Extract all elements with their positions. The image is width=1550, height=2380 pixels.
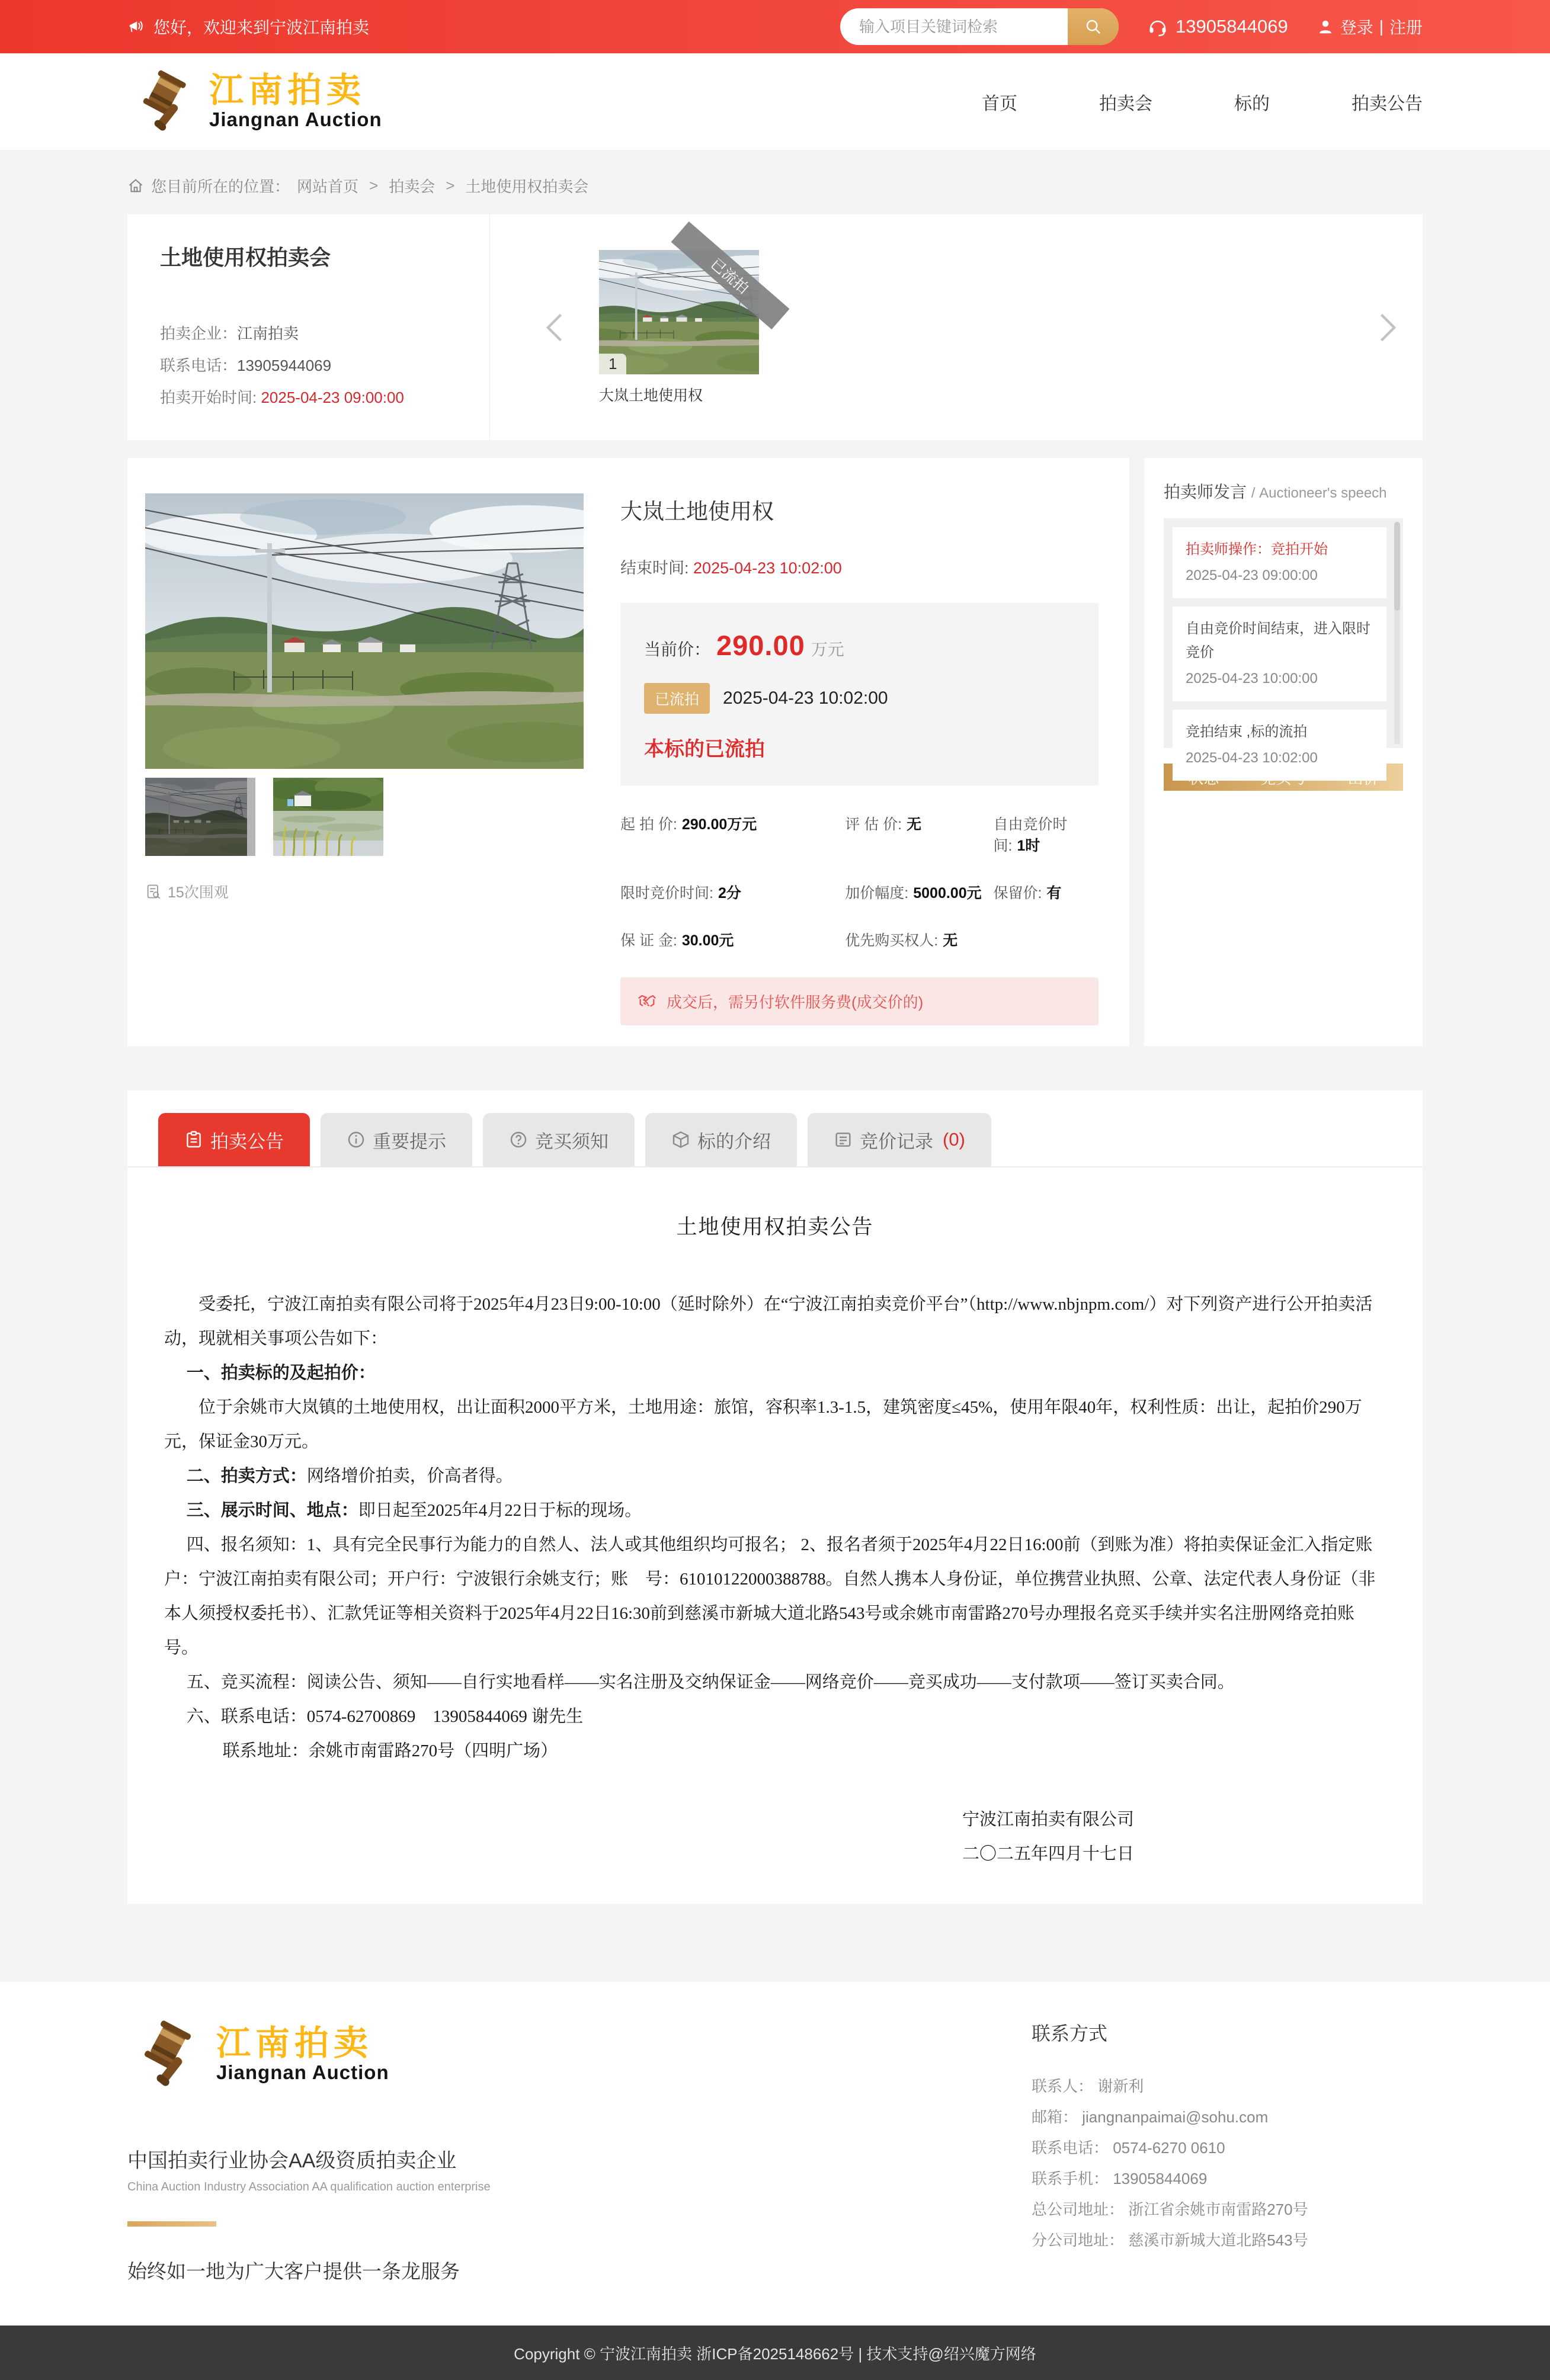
auction-title: 土地使用权拍卖会 (160, 245, 331, 270)
auction-phone-row: 联系电话：13905944069 (160, 357, 332, 374)
service-fee-notice: 成交后，需另付软件服务费(成交价的) (620, 977, 1099, 1025)
site-footer (0, 1982, 1550, 2326)
footer-contact-title: 联系方式 (1032, 2023, 1108, 2044)
footer-logo-en: Jiangnan Auction (216, 2061, 389, 2083)
current-price-value: 290.00 (716, 630, 805, 661)
signature-date: 二〇二五年四月十七日 (962, 1845, 1134, 1863)
lot-carousel (490, 214, 1423, 440)
auth-links (1317, 15, 1423, 39)
gavel-logo-icon (127, 69, 197, 135)
tab-announcement[interactable]: 拍卖公告 (158, 1113, 310, 1166)
views-icon (145, 883, 162, 900)
auth-divider: | (1379, 17, 1384, 36)
handshake-icon (637, 992, 657, 1012)
gavel-logo-icon (127, 2019, 203, 2091)
register-link[interactable]: 注册 (1389, 18, 1423, 37)
breadcrumb (127, 175, 1423, 197)
question-circle-icon (509, 1130, 528, 1149)
lot-fields-grid (620, 813, 1099, 950)
field-free-bid-time: 自由竞价时间: 1时 (993, 816, 1068, 854)
copyright-text: Copyright © 宁波江南拍卖 浙ICP备2025148662号 | 技术支持@绍兴魔方网络 (514, 2344, 1036, 2363)
announcement-content (127, 1167, 1423, 1871)
current-price-unit: 万元 (811, 640, 844, 659)
speech-entry: 拍卖师操作：竞拍开始 2025-04-23 09:00:00 (1173, 527, 1386, 598)
tab-lot-introduction[interactable]: 标的介绍 (645, 1113, 797, 1166)
footer-logo-cn: 江南拍卖 (216, 2024, 373, 2063)
auction-company-row: 拍卖企业：江南拍卖 (160, 325, 299, 342)
footer-phone: 联系电话： 0574-6270 0610 (1032, 2139, 1225, 2157)
search-box (840, 8, 1119, 45)
gallery-thumb-2[interactable] (273, 778, 383, 856)
search-button[interactable] (1068, 8, 1119, 45)
footer-contact-person: 联系人： 谢新利 (1032, 2077, 1144, 2095)
home-icon (127, 178, 144, 194)
lot-title: 大岚土地使用权 (620, 499, 774, 524)
status-note: 本标的已流拍 (644, 738, 765, 761)
view-count: 15次围观 (145, 881, 584, 902)
breadcrumb-auction[interactable]: 拍卖会 (389, 178, 435, 195)
passed-in-ribbon: 已流拍 (671, 221, 790, 329)
lot-main-photo (145, 493, 584, 769)
gallery-thumb-1[interactable] (145, 778, 255, 856)
announcement-section-5: 五、竞买流程：阅读公告、须知——自行实地看样——实名注册及交纳保证金——网络竞价——竞买成功——支付款项——签订买卖合同。 (186, 1673, 1235, 1692)
greeting-text: 您好，欢迎来到宁波江南拍卖 (153, 18, 370, 37)
user-icon (1317, 18, 1334, 36)
footer-logo (127, 2019, 838, 2091)
speech-entry: 自由竞价时间结束，进入限时竞价 2025-04-23 10:00:00 (1173, 607, 1386, 701)
announcement-signature (164, 1802, 1386, 1871)
lot-caption: 大岚土地使用权 (599, 387, 703, 404)
topbar (0, 0, 1550, 53)
signature-company: 宁波江南拍卖有限公司 (962, 1810, 1134, 1829)
announcement-paragraph: 受委托，宁波江南拍卖有限公司将于2025年4月23日9:00-10:00（延时除外）在“宁波江南拍卖竞价平台”（http://www.nbjnpm.com/）对下列资产进行公开拍卖活动，现就相关事项公告如下： (164, 1295, 1373, 1348)
clipboard-icon (184, 1130, 203, 1149)
carousel-lot-item[interactable] (599, 250, 759, 405)
login-link[interactable]: 登录 (1340, 18, 1373, 37)
announcement-section-6: 六、联系电话：0574-62700869 13905844069 谢先生 (186, 1707, 584, 1726)
copyright-bar (0, 2326, 1550, 2380)
current-price-label: 当前价： (644, 640, 711, 659)
breadcrumb-separator: > (446, 177, 455, 194)
status-badge: 已流拍 (644, 683, 710, 714)
carousel-next-icon[interactable] (1378, 312, 1399, 343)
info-circle-icon (347, 1130, 366, 1149)
breadcrumb-separator: > (369, 177, 379, 194)
nav-announcements[interactable]: 拍卖公告 (1352, 94, 1423, 114)
main-nav (982, 89, 1423, 115)
carousel-prev-icon[interactable] (543, 312, 565, 343)
end-time-row: 结束时间: 2025-04-23 10:02:00 (620, 559, 842, 577)
auctioneer-panel-title: 拍卖师发言 / Auctioneer's speech (1164, 483, 1387, 501)
megaphone-icon (127, 18, 145, 36)
footer-mobile: 联系手机： 13905844069 (1032, 2170, 1208, 2187)
footer-branch-address: 分公司地址： 慈溪市新城大道北路543号 (1032, 2231, 1308, 2249)
announcement-title: 土地使用权拍卖公告 (676, 1215, 874, 1239)
field-preemptive: 优先购买权人: 无 (845, 932, 958, 949)
auctioneer-panel (1144, 458, 1423, 1046)
field-reserve: 保留价: 有 (993, 885, 1062, 902)
footer-divider (127, 2221, 216, 2227)
footer-association: 中国拍卖行业协会AA级资质拍卖企业 (127, 2150, 457, 2172)
speech-entry: 竞拍结束 ,标的流拍 2025-04-23 10:02:00 (1173, 710, 1386, 781)
speech-list (1164, 518, 1403, 766)
tab-important-notes[interactable]: 重要提示 (321, 1113, 472, 1166)
lot-info-tabs-card (127, 1090, 1423, 1904)
footer-association-en: China Auction Industry Association AA qualification auction enterprise (127, 2180, 491, 2193)
footer-hq-address: 总公司地址： 浙江省余姚市南雷路270号 (1032, 2201, 1308, 2218)
field-start-price: 起 拍 价: 290.00万元 (620, 816, 757, 833)
site-header (0, 53, 1550, 150)
cube-icon (671, 1130, 690, 1149)
field-limited-bid-time: 限时竞价时间: 2分 (620, 885, 741, 902)
breadcrumb-prefix: 您目前所在的位置： (151, 178, 290, 195)
site-logo[interactable] (127, 69, 382, 135)
breadcrumb-home[interactable]: 网站首页 (297, 178, 359, 195)
price-box (620, 603, 1099, 785)
list-icon (834, 1130, 853, 1149)
speech-scrollbar-thumb[interactable] (1394, 522, 1400, 611)
nav-home[interactable]: 首页 (982, 94, 1017, 114)
nav-lots[interactable]: 标的 (1234, 94, 1270, 114)
logo-en: Jiangnan Auction (209, 108, 382, 130)
field-increment: 加价幅度: 5000.00元 (845, 885, 982, 902)
tab-bidding-instructions[interactable]: 竞买须知 (483, 1113, 635, 1166)
announcement-section-1-head: 一、拍卖标的及起拍价： (186, 1364, 376, 1383)
field-deposit: 保 证 金: 30.00元 (620, 932, 734, 949)
announcement-section-4: 四、报名须知：1、具有完全民事行为能力的自然人、法人或其他组织均可报名； 2、报名者须于2025年4月22日16:00前（到账为准）将拍卖保证金汇入指定账户：宁波江南拍卖有限公司；开户行：宁波银行余姚支行；账 号：61010122000388788。自然人携本人身份证，单位携营业执照、公章、法定代表人身份证（非本人须授权委托书）、汇款凭证等相关资料于2025年4月22日16:30前到慈溪市新城大道北路543号或余姚市南雷路270号办理报名竞买手续并实名注册网络竞拍账号。 (164, 1535, 1376, 1657)
field-appraisal: 评 估 价: 无 (845, 816, 922, 833)
service-phone (1147, 16, 1288, 37)
service-phone-number: 13905844069 (1176, 16, 1288, 37)
bid-records-count: (0) (943, 1129, 965, 1150)
auction-session-card (127, 214, 1423, 440)
announcement-section-1-body: 位于余姚市大岚镇的土地使用权，出让面积2000平方米，土地用途：旅馆，容积率1.3-1.5，建筑密度≤45%，使用年限40年，权利性质：出让，起拍价290万元，保证金30万元。 (164, 1398, 1362, 1451)
nav-auctions[interactable]: 拍卖会 (1099, 94, 1152, 114)
lot-number-badge: 1 (599, 354, 626, 374)
footer-slogan: 始终如一地为广大客户提供一条龙服务 (127, 2260, 460, 2282)
headset-icon (1147, 16, 1168, 37)
tab-row (127, 1090, 1423, 1167)
search-icon (1084, 18, 1102, 36)
tab-bid-records[interactable]: 竞价记录 (0) (808, 1113, 991, 1166)
announcement-section-2: 二、拍卖方式：网络增价拍卖，价高者得。 (186, 1467, 513, 1486)
footer-email: 邮箱： jiangnanpaimai@sohu.com (1032, 2108, 1269, 2126)
lot-detail-card (127, 458, 1129, 1046)
auction-start-row: 拍卖开始时间: 2025-04-23 09:00:00 (160, 389, 404, 406)
logo-cn: 江南拍卖 (209, 70, 366, 110)
status-time: 2025-04-23 10:02:00 (723, 688, 888, 708)
welcome-message (127, 15, 369, 39)
announcement-address: 联系地址：余姚市南雷路270号（四明广场） (222, 1741, 558, 1760)
breadcrumb-current: 土地使用权拍卖会 (465, 178, 589, 195)
announcement-section-3: 三、展示时间、地点：即日起至2025年4月22日于标的现场。 (186, 1501, 642, 1520)
